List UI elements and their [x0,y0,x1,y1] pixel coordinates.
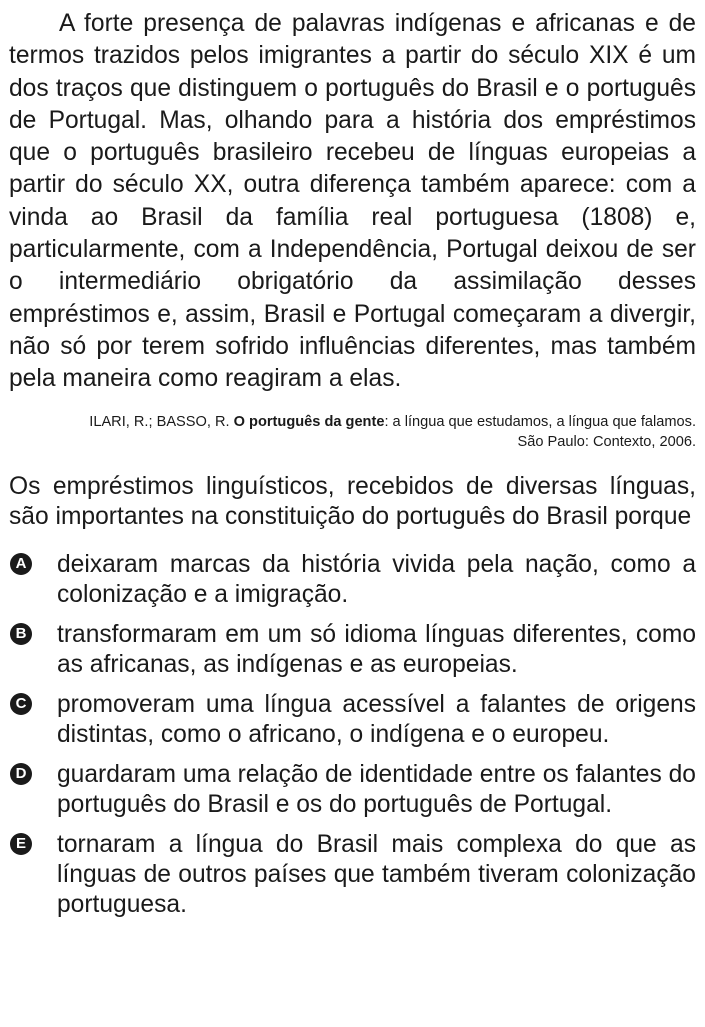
option-b-letter-icon: B [10,623,32,645]
option-a-letter-icon: A [10,553,32,575]
citation-authors: ILARI, R.; BASSO, R. [89,413,234,430]
citation-rest: : a língua que estudamos, a língua que falamos. São Paulo: Contexto, 2006. [384,413,696,450]
option-c-letter-icon: C [10,693,32,715]
question-stem: Os empréstimos linguísticos, recebidos de diversas línguas, são importantes na constituição do português do Brasil porque [9,472,696,530]
passage-text: A forte presença de palavras indígenas e africanas e de termos trazidos pelos imigrantes a partir do século XIX é um dos traços que distinguem o português do Brasil e o português de Portugal. Mas, olhando para a história dos empréstimos que o português brasileiro recebeu de línguas europeias a partir do século XX, outra diferença também aparece: com a vinda ao Brasil da família real portuguesa (1808) e, particularmente, com a Independência, Portugal deixou de ser o intermediário obrigatório da assimilação desses empréstimos e, assim, Brasil e Portugal começaram a divergir, não só por terem sofrido influências diferentes, mas também pela maneira como reagiram a elas. [9,10,696,393]
option-b[interactable] [9,620,696,680]
option-a[interactable] [9,550,696,610]
option-d-text: guardaram uma relação de identidade entre os falantes do português do Brasil e os do português de Portugal. [57,760,696,818]
option-d-letter-icon: D [10,763,32,785]
citation [9,412,696,452]
option-a-text: deixaram marcas da história vivida pela nação, como a colonização e a imigração. [57,550,696,608]
option-c-text: promoveram uma língua acessível a falantes de origens distintas, como o africano, o indígena e o europeu. [57,690,696,748]
answer-options [9,550,696,920]
option-e[interactable] [9,830,696,920]
option-e-text: tornaram a língua do Brasil mais complexa do que as línguas de outros países que também tiveram colonização portuguesa. [57,830,696,918]
option-d[interactable] [9,760,696,820]
option-c[interactable] [9,690,696,750]
citation-title: O português da gente [233,413,385,430]
option-b-text: transformaram em um só idioma línguas diferentes, como as africanas, as indígenas e as europeias. [57,620,696,678]
option-e-letter-icon: E [10,833,32,855]
